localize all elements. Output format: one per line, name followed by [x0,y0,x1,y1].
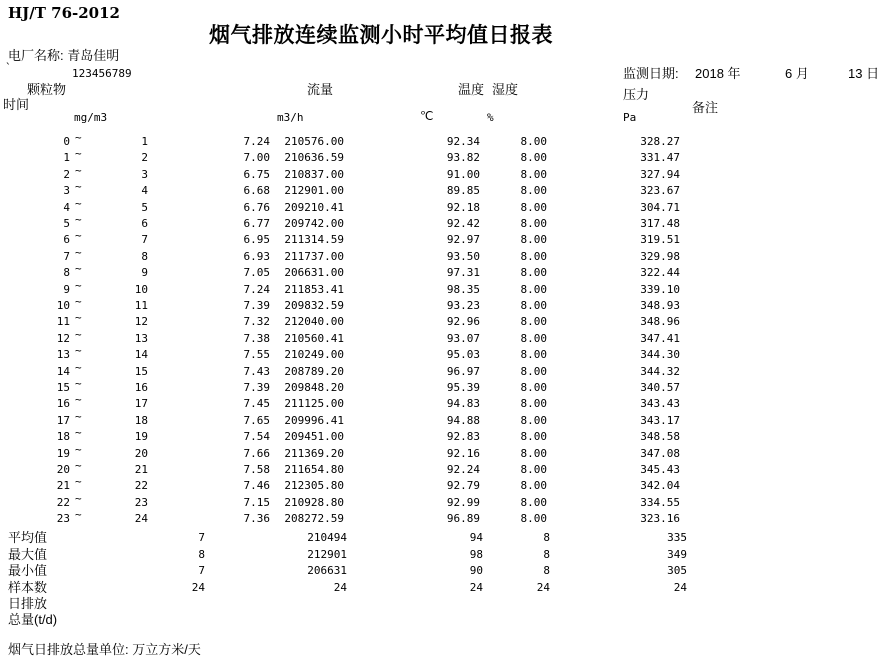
summary-pressure-value: 305 [667,564,687,577]
summary-temp-value: 94 [469,531,483,544]
table-row [0,163,886,183]
summary-humidity-value: 24 [536,581,550,594]
daily-total-label-line2: 总量(t/d) [8,612,58,627]
hour-start: 2 [63,167,70,181]
hour-start: 22 [56,495,70,509]
summary-dust-value: 7 [198,564,205,577]
humidity-value: 8.00 [520,315,547,329]
dust-value: 7.54 [243,430,270,444]
pressure-value: 343.17 [640,413,680,427]
table-row [0,196,886,216]
hour-start: 14 [56,364,70,378]
humidity-value: 8.00 [520,446,547,460]
table-row [0,563,886,579]
table-row [0,327,886,347]
table-row [0,131,886,150]
flow-value: 212040.00 [284,315,344,329]
tilde-mark: ~ [75,344,82,358]
flow-value: 210249.00 [284,348,344,362]
summary-dust-value: 8 [198,548,205,561]
dust-value: 6.93 [243,249,270,263]
summary-label: 样本数 [8,580,48,595]
dust-value: 6.68 [243,184,270,198]
dust-value: 7.36 [243,512,270,526]
flow-value: 211314.59 [284,233,344,247]
unit-pressure: Pa [623,111,637,124]
pressure-value: 319.51 [640,233,680,247]
column-header-humidity: 湿度 [492,82,519,97]
dust-value: 7.45 [243,397,270,411]
table-row [0,426,886,445]
tilde-mark: ~ [75,163,82,177]
summary-temp-value: 98 [469,548,483,561]
hour-start: 10 [56,299,70,312]
dust-value: 7.24 [243,282,270,296]
temp-value: 95.39 [446,381,480,394]
temp-value: 92.96 [446,315,480,329]
hour-start: 18 [56,430,70,444]
table-row [0,580,886,596]
tilde-mark: ~ [75,213,82,226]
plant-name-line [8,48,119,63]
pressure-value: 331.47 [640,151,680,165]
pressure-value: 347.08 [640,446,680,460]
table-row [0,442,886,462]
hour-start: 3 [63,184,70,198]
flow-value: 209848.20 [284,381,344,394]
hour-start: 23 [56,512,70,526]
tilde-mark: ~ [75,262,82,276]
pressure-value: 344.32 [640,364,680,378]
flow-value: 209742.00 [284,217,344,230]
humidity-value: 8.00 [520,167,547,181]
unit-flow: m3/h [277,111,304,124]
hour-start: 13 [56,348,70,362]
flow-value: 210837.00 [284,167,344,181]
hour-end: 1 [141,135,148,148]
temp-value: 92.97 [446,233,480,247]
pressure-value: 348.96 [640,315,680,329]
hour-end: 15 [134,364,148,378]
table-row [0,180,886,199]
flow-value: 210928.80 [284,495,344,509]
tilde-mark: ~ [75,131,82,144]
pressure-value: 329.98 [640,249,680,263]
hour-start: 11 [56,315,70,329]
pressure-value: 340.57 [640,381,680,394]
summary-dust-value: 24 [191,581,205,594]
summary-label: 平均值 [8,530,48,545]
humidity-value: 8.00 [520,200,547,214]
temp-value: 92.42 [446,217,480,230]
humidity-value: 8.00 [520,397,547,411]
tilde-mark: ~ [75,426,82,440]
hour-end: 7 [141,233,148,247]
plant-name-value: 青岛佳明 [67,48,120,63]
date-year: 2018 年 [695,66,741,81]
hour-end: 8 [141,249,148,263]
flow-value: 208789.20 [284,364,344,378]
hour-end: 11 [134,299,148,312]
tilde-mark: ~ [75,442,82,456]
hour-end: 21 [134,463,148,476]
flow-value: 211737.00 [284,249,344,263]
summary-temp-value: 90 [469,564,483,577]
temp-value: 93.07 [446,331,480,345]
hour-start: 6 [63,233,70,247]
hour-start: 0 [63,135,70,148]
hour-end: 18 [134,413,148,427]
table-row [0,393,886,412]
column-header-flow: 流量 [307,82,334,97]
hour-start: 7 [63,249,70,263]
dust-value: 7.55 [243,348,270,362]
humidity-value: 8.00 [520,266,547,280]
dust-value: 6.95 [243,233,270,247]
tilde-mark: ~ [75,393,82,407]
humidity-value: 8.00 [520,495,547,509]
hour-end: 6 [141,217,148,230]
hour-end: 16 [134,381,148,394]
tilde-mark: ~ [75,360,82,374]
unit-humidity: % [487,111,494,124]
hour-end: 14 [134,348,148,362]
temp-value: 93.50 [446,249,480,263]
summary-pressure-value: 349 [667,548,687,561]
summary-flow-value: 212901 [307,548,347,561]
temp-value: 92.79 [446,479,480,493]
hour-end: 24 [134,512,148,526]
hour-start: 12 [56,331,70,345]
flow-value: 211654.80 [284,463,344,476]
dust-value: 7.43 [243,364,270,378]
temp-value: 93.23 [446,299,480,312]
pressure-value: 317.48 [640,217,680,230]
flow-value: 208272.59 [284,512,344,526]
temp-value: 92.99 [446,495,480,509]
hour-end: 17 [134,397,148,411]
pressure-value: 343.43 [640,397,680,411]
summary-humidity-value: 8 [543,531,550,544]
humidity-value: 8.00 [520,463,547,476]
hour-end: 4 [141,184,148,198]
hour-start: 9 [63,282,70,296]
humidity-value: 8.00 [520,512,547,526]
humidity-value: 8.00 [520,217,547,230]
dust-value: 7.00 [243,151,270,165]
temp-value: 92.18 [446,200,480,214]
pressure-value: 334.55 [640,495,680,509]
table-row [0,491,886,511]
table-row [0,245,886,265]
tilde-mark: ~ [75,508,82,522]
humidity-value: 8.00 [520,233,547,247]
humidity-value: 8.00 [520,282,547,296]
temp-value: 98.35 [446,282,480,296]
hour-end: 3 [141,167,148,181]
table-row [0,344,886,363]
dust-value: 7.65 [243,413,270,427]
humidity-value: 8.00 [520,364,547,378]
dust-value: 7.38 [243,331,270,345]
humidity-value: 8.00 [520,184,547,198]
standard-code: HJ/T 76-2012 [8,4,120,22]
unit-dust: mg/m3 [74,111,108,124]
temp-value: 92.83 [446,430,480,444]
temp-value: 92.24 [446,463,480,476]
plant-code: 123456789 [72,67,132,80]
tilde-mark: ~ [75,475,82,489]
humidity-value: 8.00 [520,135,547,148]
humidity-value: 8.00 [520,348,547,362]
temp-value: 94.83 [446,397,480,411]
unit-temp: ℃ [420,109,434,123]
hour-end: 10 [134,282,148,296]
daily-total-label-line1: 日排放 [8,596,48,611]
tilde-mark: ~ [75,311,82,325]
date-label: 监测日期: [623,66,679,81]
dust-value: 7.58 [243,463,270,476]
hour-end: 23 [134,495,148,509]
flow-value: 209210.41 [284,200,344,214]
tilde-mark: ~ [75,180,82,194]
summary-pressure-value: 24 [673,581,687,594]
hour-end: 9 [141,266,148,280]
hour-start: 17 [56,413,70,427]
hour-start: 20 [56,463,70,476]
hour-start: 4 [63,200,70,214]
dust-value: 7.24 [243,135,270,148]
humidity-value: 8.00 [520,249,547,263]
flow-value: 211369.20 [284,446,344,460]
pressure-value: 304.71 [640,200,680,214]
pressure-value: 345.43 [640,463,680,476]
humidity-value: 8.00 [520,151,547,165]
table-row [0,229,886,248]
dust-value: 7.39 [243,381,270,394]
dust-value: 7.05 [243,266,270,280]
column-header-dust: 颗粒物 [27,82,67,97]
temp-value: 92.34 [446,135,480,148]
hour-end: 19 [134,430,148,444]
date-day: 13 日 [848,66,880,81]
temp-value: 92.16 [446,446,480,460]
summary-flow-value: 24 [333,581,347,594]
temp-value: 94.88 [446,413,480,427]
table-row [0,508,886,527]
dust-value: 6.75 [243,167,270,181]
dust-value: 7.15 [243,495,270,509]
hour-end: 13 [134,331,148,345]
temp-value: 95.03 [446,348,480,362]
dust-value: 7.46 [243,479,270,493]
hour-start: 8 [63,266,70,280]
flow-value: 206631.00 [284,266,344,280]
hour-end: 20 [134,446,148,460]
tilde-mark: ~ [75,377,82,390]
plant-name-label: 电厂名称: [8,48,64,63]
pressure-value: 322.44 [640,266,680,280]
dust-value: 6.77 [243,217,270,230]
summary-flow-value: 206631 [307,564,347,577]
flow-value: 210576.00 [284,135,344,148]
summary-humidity-value: 8 [543,548,550,561]
pressure-value: 327.94 [640,167,680,181]
hour-start: 1 [63,151,70,165]
hour-start: 21 [56,479,70,493]
flow-value: 212305.80 [284,479,344,493]
hour-end: 22 [134,479,148,493]
flow-value: 212901.00 [284,184,344,198]
summary-label: 最大值 [8,547,48,562]
pressure-value: 323.16 [640,512,680,526]
temp-value: 91.00 [446,167,480,181]
tilde-mark: ~ [75,196,82,210]
column-header-remark: 备注 [692,100,719,115]
table-row [0,278,886,298]
pressure-value: 344.30 [640,348,680,362]
tilde-mark: ~ [75,278,82,292]
footer-note: 烟气日排放总量单位: 万立方米/天 [8,642,201,657]
temp-value: 97.31 [446,266,480,280]
date-month: 6 月 [785,66,809,81]
humidity-value: 8.00 [520,413,547,427]
table-row [0,547,886,563]
summary-temp-value: 24 [469,581,483,594]
flow-value: 209832.59 [284,299,344,312]
humidity-value: 8.00 [520,299,547,312]
hour-end: 12 [134,315,148,329]
pressure-value: 328.27 [640,135,680,148]
flow-value: 210560.41 [284,331,344,345]
tilde-mark: ~ [75,491,82,505]
summary-label: 最小值 [8,563,48,578]
flow-value: 209451.00 [284,430,344,444]
temp-value: 96.97 [446,364,480,378]
temp-value: 96.89 [446,512,480,526]
tilde-mark: ~ [75,459,82,472]
flow-value: 210636.59 [284,151,344,165]
flow-value: 211125.00 [284,397,344,411]
hour-start: 16 [56,397,70,411]
dust-value: 7.39 [243,299,270,312]
summary-pressure-value: 335 [667,531,687,544]
flow-value: 209996.41 [284,413,344,427]
tilde-mark: ~ [75,245,82,259]
humidity-value: 8.00 [520,479,547,493]
column-header-time: 时间 [3,97,30,112]
table-row [0,262,886,281]
pressure-value: 348.93 [640,299,680,312]
hour-end: 2 [141,151,148,165]
pressure-value: 347.41 [640,331,680,345]
dust-value: 7.32 [243,315,270,329]
table-row [0,377,886,396]
summary-dust-value: 7 [198,531,205,544]
table-row [0,409,886,429]
table-row [0,530,886,546]
table-row [0,147,886,166]
tilde-mark: ~ [75,147,82,161]
dust-value: 7.66 [243,446,270,460]
column-header-temp: 温度 [458,82,485,97]
humidity-value: 8.00 [520,331,547,345]
table-row [0,475,886,494]
hour-start: 19 [56,446,70,460]
hour-end: 5 [141,200,148,214]
flow-value: 211853.41 [284,282,344,296]
table-row [0,213,886,232]
humidity-value: 8.00 [520,430,547,444]
report-title: 烟气排放连续监测小时平均值日报表 [209,24,553,47]
tilde-mark: ~ [75,229,82,243]
table-row [0,295,886,314]
table-row [0,360,886,380]
humidity-value: 8.00 [520,381,547,394]
dust-value: 6.76 [243,200,270,214]
tilde-mark: ~ [75,327,82,341]
temp-value: 93.82 [446,151,480,165]
tick-mark: ` [5,61,12,74]
temp-value: 89.85 [446,184,480,198]
hour-start: 15 [56,381,70,394]
table-row [0,311,886,330]
pressure-value: 348.58 [640,430,680,444]
tilde-mark: ~ [75,409,82,423]
column-header-pressure: 压力 [623,87,650,102]
hour-start: 5 [63,217,70,230]
summary-flow-value: 210494 [307,531,347,544]
pressure-value: 323.67 [640,184,680,198]
pressure-value: 342.04 [640,479,680,493]
table-row [0,459,886,478]
pressure-value: 339.10 [640,282,680,296]
tilde-mark: ~ [75,295,82,308]
summary-humidity-value: 8 [543,564,550,577]
